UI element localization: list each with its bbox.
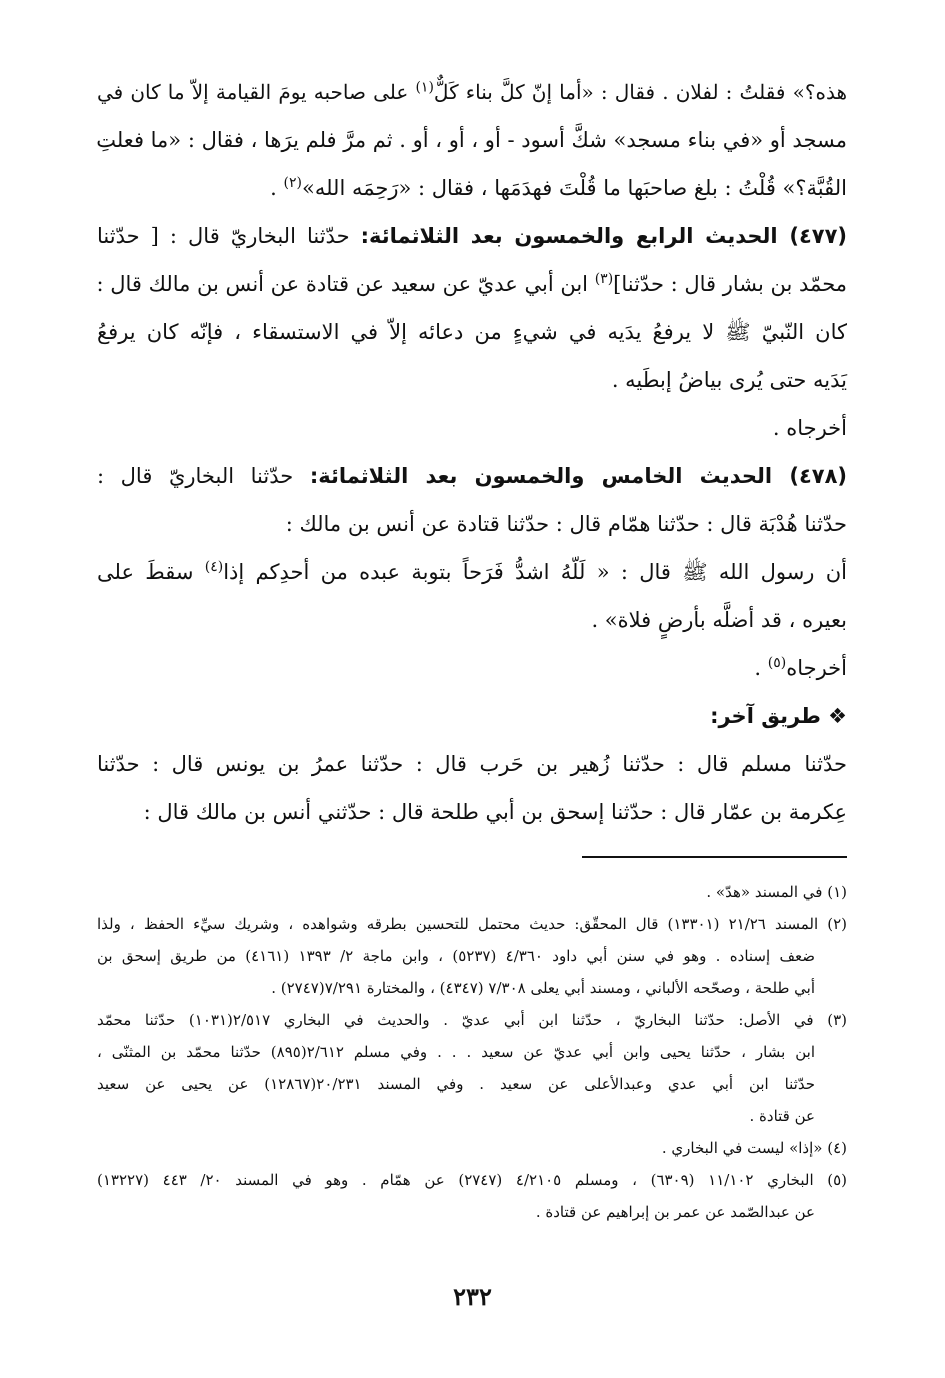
footnote-line-7: حدّثنا ابن أبي عدي وعبدالأعلى عن سعيد . وفي المسند ٢٠/٢٣١(١٢٨٦٧) عن يحيى عن سعيد [97, 1075, 815, 1093]
footnote-line-2: (٢) المسند ٢١/٢٦ (١٣٣٠١) قال المحقّق: حديث محتمل للتحسين بطرقه وشواهده ، وشريك سيِّء الحفظ ، ولذا [97, 915, 847, 933]
text-line-15: حدّثنا مسلم قال : حدّثنا زُهير بن حَرب قال : حدّثنا عمرُ بن يونس قال : حدّثنا [97, 752, 847, 776]
text-line-5: محمّد بن بشار قال : حدّثنا]$^{(٣)}$ ابن أبي عديّ عن سعيد عن قتادة عن أنس بن مالك قال : [96, 271, 847, 296]
hadith-478-heading-line: (٤٧٨) الحديث الخامس والخمسون بعد الثلاثمائة: حدّثنا البخاريّ قال : [97, 464, 847, 488]
footnote-line-8: عن قتادة . [749, 1107, 815, 1125]
footnote-ref-5[interactable]: (٥) [767, 655, 787, 671]
diamond-icon: ❖ [828, 704, 847, 728]
text-line-10: حدّثنا هُدْبَة قال : حدّثنا همّام قال : حدّثنا قتادة عن أنس بن مالك : [285, 512, 847, 536]
text-line-12: بعيره ، قد أضلَّه بأرضٍ فلاة» . [591, 608, 847, 632]
text-line-13: أخرجاه$^{(٥)}$ . [754, 655, 847, 680]
text-line-6: كان النّبيّ ﷺ لا يرفعُ يدَيه في شيءٍ من دعائه إلاّ في الاستسقاء ، فإنّه كان يرفعُ [97, 320, 847, 344]
footnote-ref-3[interactable]: (٣) [594, 271, 614, 287]
text-line-11: أن رسول الله ﷺ قال : « لَلّهُ اشدُّ فَرَحاً بتوبة عبده من أحدِكم إذا$^{(٤)}$ سقطَ على [97, 559, 847, 584]
footnote-line-10: (٥) البخاري ١١/١٠٢ (٦٣٠٩) ، ومسلم ٤/٢١٠٥ (٢٧٤٧) عن همّام . وهو في المسند ٢٠/ ٤٤٣ (١٣٢٢٧) [97, 1171, 848, 1189]
footnote-line-4: أبي طلحة ، وصحّحه الألباني ، ومسند أبي يعلى ٧/٣٠٨ (٤٣٤٧) ، والمختارة ٧/٢٩١(٢٧٤٧) . [271, 979, 815, 997]
hadith-478-heading: (٤٧٨) الحديث الخامس والخمسون بعد الثلاثمائة: [309, 464, 847, 488]
page-content [97, 68, 847, 1228]
footnote-line-3: ضعف إسناده . وهو في سنن أبي داود ٤/٣٦٠ (٥٢٣٧) ، وابن ماجة ٢/ ١٣٩٣ (٤١٦١) من طريق إسحق بن [97, 947, 815, 965]
footnote-ref-4[interactable]: (٤) [204, 559, 224, 575]
text-line-16: عِكرمة بن عمّار قال : حدّثنا إسحق بن أبي طلحة قال : حدّثني أنس بن مالك قال : [143, 800, 847, 824]
footnotes [97, 876, 847, 1228]
other-route-heading: طريق آخر: [710, 704, 829, 728]
text-line-1: هذه؟» فقلتُ : لفلان . فقال : «أما إنّ كلَّ بناء كَلٌّ$^{(١)}$ على صاحبه يومَ القيامة إلاّ ما كان في [97, 79, 847, 104]
main-text [97, 68, 847, 836]
footnote-ref-2[interactable]: (٢) [283, 175, 302, 191]
other-route-heading-line [97, 692, 847, 740]
footnote-line-5: (٣) في الأصل: حدّثنا البخاريّ ، حدّثنا ابن أبي عديّ . والحديث في البخاري ٢/٥١٧(١٠٣١) حدّثنا محمّد [97, 1011, 847, 1029]
footnote-line-11: عن عبدالصّمد عن عمر بن إبراهيم عن قتادة . [535, 1203, 815, 1221]
hadith-477-heading-line: (٤٧٧) الحديث الرابع والخمسون بعد الثلاثمائة: حدّثنا البخاريّ قال : [ حدّثنا [97, 224, 847, 248]
text-line-2: مسجد أو «في بناء مسجد» شكَّ أسود - أو ، أو ، أو . ثم مرَّ فلم يرَها ، فقال : «ما فعلتِ [96, 128, 847, 152]
footnote-ref-1[interactable]: (١) [415, 79, 434, 96]
footnote-line-9: (٤) «إذا» ليست في البخاري . [661, 1139, 847, 1157]
footnote-line-6: ابن بشار ، حدّثنا يحيى وابن أبي عديّ عن سعيد . . . وفي مسلم ٢/٦١٢(٨٩٥) حدّثنا محمّد بن المثنّى ، [97, 1043, 815, 1061]
text-line-8: أخرجاه . [772, 416, 847, 440]
text-line-3: القُبَّة؟» قُلْتُ : بلغ صاحبَها ما قُلْتَ فهدَمَها ، فقال : «رَحِمَه الله»$^{(٢)}$ . [270, 175, 847, 200]
text-line-7: يَدَيه حتى يُرى بياضُ إبطَيه . [611, 368, 847, 392]
footnote-line-1: (١) في المسند «هدّ» . [706, 883, 847, 901]
footnote-divider [582, 856, 847, 858]
page-number: ٢٣٢ [453, 1282, 492, 1311]
hadith-477-heading: (٤٧٧) الحديث الرابع والخمسون بعد الثلاثمائة: [360, 224, 847, 248]
